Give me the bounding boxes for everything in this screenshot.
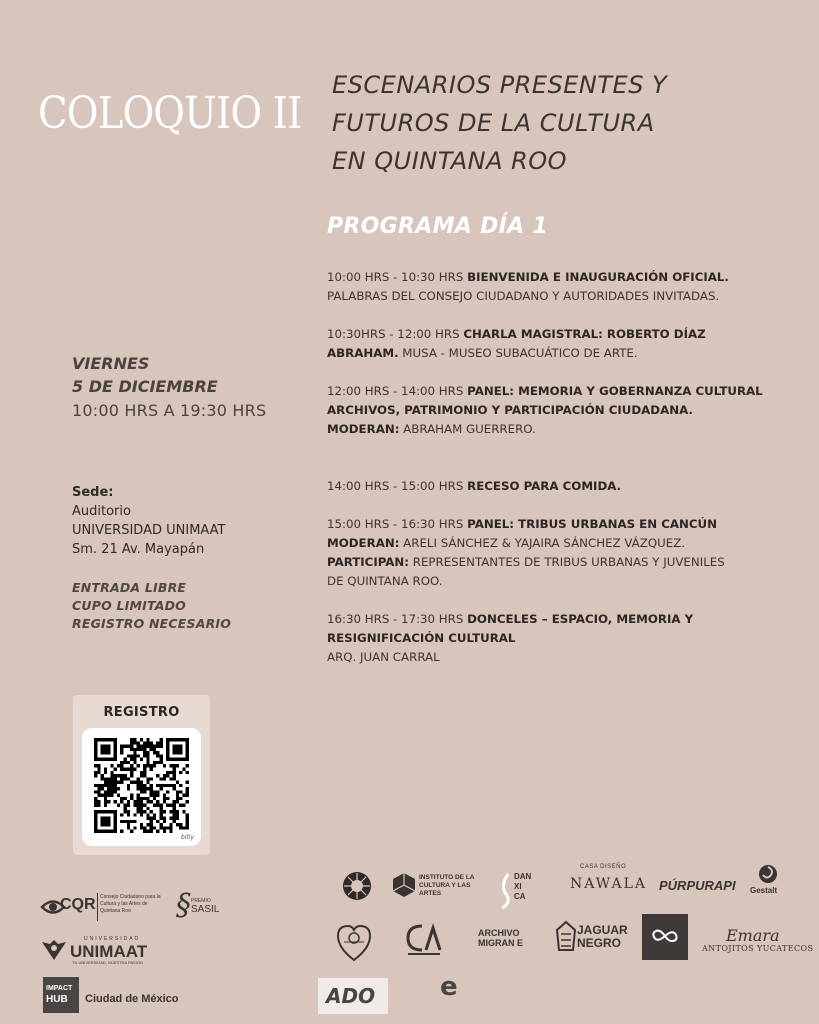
schedule-line: 10:00 HRS - 10:30 HRS BIENVENIDA E INAUGURACIÓN OFICIAL. <box>327 270 729 284</box>
instituto-cultura-logo <box>392 870 474 900</box>
qr-code-frame[interactable] <box>82 728 201 846</box>
schedule-item <box>327 610 797 667</box>
event-day-date: 5 DE DICIEMBRE <box>72 377 218 396</box>
unimaat-name: UNIMAAT <box>70 942 148 961</box>
schedule-line: PARTICIPAN: REPRESENTANTES DE TRIBUS URBANAS Y JUVENILES <box>327 555 725 569</box>
sasil-logo <box>176 890 226 926</box>
cube-icon <box>392 872 416 898</box>
sun-logo-icon <box>341 870 373 902</box>
schedule-line: 12:00 HRS - 14:00 HRS PANEL: MEMORIA Y GOBERNANZA CULTURAL <box>327 384 763 398</box>
registration-card[interactable] <box>73 695 210 855</box>
ca-logo-icon <box>404 922 444 958</box>
unimaat-tagline: TU UNIVERSIDAD, NUESTRA PASIÓN <box>72 960 143 965</box>
venue-line: UNIVERSIDAD UNIMAAT <box>72 523 226 538</box>
impact-hub-city: Ciudad de México <box>85 993 179 1005</box>
instituto-name: INSTITUTO DE LA CULTURA Y LAS ARTES <box>419 874 475 897</box>
jaguar-line: JAGUAR <box>577 923 628 937</box>
archivo-migrante-logo: ARCHIVO MIGRAN E <box>478 928 523 948</box>
venue-line: Auditorio <box>72 504 131 519</box>
schedule-line: PALABRAS DEL CONSEJO CIUDADANO Y AUTORIDADES INVITADAS. <box>327 289 720 303</box>
subtitle-line: ESCENARIOS PRESENTES Y <box>332 71 668 99</box>
entry-info <box>72 579 231 633</box>
event-hours: 10:00 HRS A 19:30 HRS <box>72 401 267 420</box>
jaguar-icon <box>555 920 577 952</box>
ado-logo <box>318 978 388 1014</box>
unimaat-small: UNIVERSIDAD <box>84 936 141 942</box>
venue-info <box>72 483 226 559</box>
schedule-line: 10:30HRS - 12:00 HRS CHARLA MAGISTRAL: ROBERTO DÍAZ <box>327 327 706 341</box>
schedule-line: 14:00 HRS - 15:00 HRS RECESO PARA COMIDA. <box>327 479 622 493</box>
schedule-item <box>327 477 797 496</box>
registration-label: REGISTRO <box>103 705 180 720</box>
jaguar-negro-logo <box>555 918 628 954</box>
venue-line: Sm. 21 Av. Mayapán <box>72 542 205 557</box>
entry-line: CUPO LIMITADO <box>72 598 187 613</box>
heart-logo-icon <box>334 920 374 964</box>
nawala-logo <box>570 864 648 896</box>
purpurapi-logo: PÚRPURAPI <box>659 878 736 893</box>
infinity-icon <box>652 929 678 943</box>
entry-line: REGISTRO NECESARIO <box>72 616 232 631</box>
logo-divider <box>97 893 98 921</box>
emara-logo <box>702 926 812 956</box>
jaguar-line: NEGRO <box>577 936 622 950</box>
gestalt-name: Gestalt <box>750 886 778 895</box>
venue-label: Sede: <box>72 485 114 500</box>
schedule-item <box>327 515 797 591</box>
schedule-item <box>327 268 797 306</box>
emara-tagline: ANTOJITOS YUCATECOS <box>702 944 814 953</box>
subtitle-line: FUTUROS DE LA CULTURA <box>332 109 655 137</box>
event-subtitle <box>332 66 752 180</box>
schedule-line: MODERAN: ABRAHAM GUERRERO. <box>327 422 536 436</box>
unimaat-logo <box>40 936 175 966</box>
nawala-name: NAWALA <box>570 876 648 892</box>
swirl-icon <box>758 864 778 884</box>
event-day: VIERNES <box>72 354 150 373</box>
infinity-logo <box>642 914 688 960</box>
schedule-line: RESIGNIFICACIÓN CULTURAL <box>327 631 516 645</box>
schedule-line: ARCHIVOS, PATRIMONIO Y PARTICIPACIÓN CIUDADANA. <box>327 403 693 417</box>
dancer-icon <box>498 872 514 910</box>
e-logo-letter: e <box>440 972 458 1002</box>
danxica-name: DAN XI CA <box>514 872 532 901</box>
qr-code[interactable] <box>94 738 189 833</box>
impact-hub-line: HUB <box>46 994 68 1005</box>
program-heading: PROGRAMA DÍA 1 <box>327 214 549 239</box>
schedule-line: ARQ. JUAN CARRAL <box>327 650 440 664</box>
event-date <box>72 352 266 424</box>
sasil-small: PREMIO <box>191 898 211 904</box>
schedule-item <box>327 325 797 363</box>
impact-hub-line: IMPACT <box>46 985 73 992</box>
cqr-caption: Consejo Ciudadano para la Cultura y las Artes de Quintana Roo <box>100 894 161 914</box>
e-logo <box>436 974 466 1006</box>
sasil-icon: § <box>176 888 191 923</box>
schedule-line: ABRAHAM. MUSA - MUSEO SUBACUÁTICO DE ARTE. <box>327 346 638 360</box>
event-title: COLOQUIO II <box>38 88 302 139</box>
schedule-line: 16:30 HRS - 17:30 HRS DONCELES – ESPACIO, MEMORIA Y <box>327 612 694 626</box>
gestalt-logo <box>748 864 788 900</box>
cqr-logo <box>40 890 165 924</box>
sasil-name: SASIL <box>191 904 220 915</box>
schedule-line: MODERAN: ARELI SÁNCHEZ & YAJAIRA SÁNCHEZ VÁZQUEZ. <box>327 536 686 550</box>
schedule-item <box>327 382 797 439</box>
danxica-logo <box>498 866 538 912</box>
emara-name: Emara <box>726 926 780 945</box>
schedule-line: 15:00 HRS - 16:30 HRS PANEL: TRIBUS URBANAS EN CANCÚN <box>327 517 717 531</box>
wings-icon <box>40 938 68 962</box>
nawala-small: CASA DISEÑO <box>580 864 627 870</box>
entry-line: ENTRADA LIBRE <box>72 580 187 595</box>
impact-hub-badge <box>43 977 79 1013</box>
ado-name: ADO <box>326 984 376 1008</box>
schedule-line: DE QUINTANA ROO. <box>327 574 443 588</box>
impact-hub-logo <box>43 977 188 1013</box>
qr-brand: bitly <box>180 834 194 841</box>
subtitle-line: EN QUINTANA ROO <box>332 147 568 175</box>
cqr-name: CQR <box>60 896 96 913</box>
